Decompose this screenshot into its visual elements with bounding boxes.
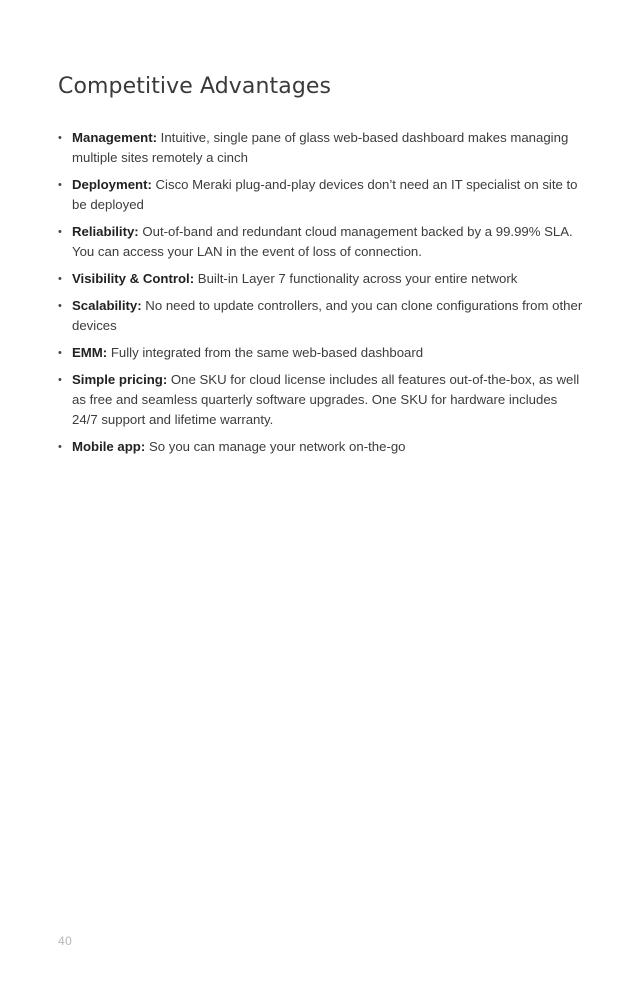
item-text: One SKU for cloud license includes all features out-of-the-box, as well as free and seamless quarterly software upgrades. One SKU for hardware includes 24/7 support and lifetime warranty. xyxy=(72,372,580,427)
bullet-icon: • xyxy=(58,273,62,285)
item-text: Cisco Meraki plug-and-play devices don’t need an IT specialist on site to be deployed xyxy=(72,177,578,212)
item-text: Built-in Layer 7 functionality across your entire network xyxy=(197,271,518,286)
item-label: Deployment: xyxy=(72,177,156,192)
item-label: Simple pricing: xyxy=(72,372,171,387)
item-text: So you can manage your network on-the-go xyxy=(148,439,406,454)
list-item-management xyxy=(58,128,583,168)
item-text: Out-of-band and redundant cloud management backed by a 99.99% SLA. You can access your LAN in the event of loss of connection. xyxy=(72,224,573,259)
list-item-scalability xyxy=(58,296,583,336)
bullet-icon: • xyxy=(58,226,62,238)
item-label: Management: xyxy=(72,130,161,145)
page-title: Competitive Advantages xyxy=(58,74,332,99)
item-label: Mobile app: xyxy=(72,439,149,454)
list-item-simple-pricing xyxy=(58,370,583,430)
list-item-deployment xyxy=(58,175,583,215)
list-item-reliability xyxy=(58,222,583,262)
item-text: No need to update controllers, and you can clone configurations from other devices xyxy=(72,298,583,333)
bullet-icon: • xyxy=(58,300,62,312)
item-label: Scalability: xyxy=(72,298,146,313)
list-item-mobile-app xyxy=(58,437,583,457)
bullet-icon: • xyxy=(58,374,62,386)
list-item-visibility-control xyxy=(58,269,583,289)
bullet-icon: • xyxy=(58,441,62,453)
item-label: Reliability: xyxy=(72,224,143,239)
item-label: EMM: xyxy=(72,345,111,360)
item-label: Visibility & Control: xyxy=(72,271,198,286)
item-text: Fully integrated from the same web-based dashboard xyxy=(110,345,424,360)
list-item-emm xyxy=(58,343,583,363)
advantages-list xyxy=(58,128,583,464)
bullet-icon: • xyxy=(58,179,62,191)
bullet-icon: • xyxy=(58,132,62,144)
item-text: Intuitive, single pane of glass web-based dashboard makes managing multiple sites remotely a cinch xyxy=(72,130,569,165)
bullet-icon: • xyxy=(58,347,62,359)
page-number: 40 xyxy=(58,934,73,948)
